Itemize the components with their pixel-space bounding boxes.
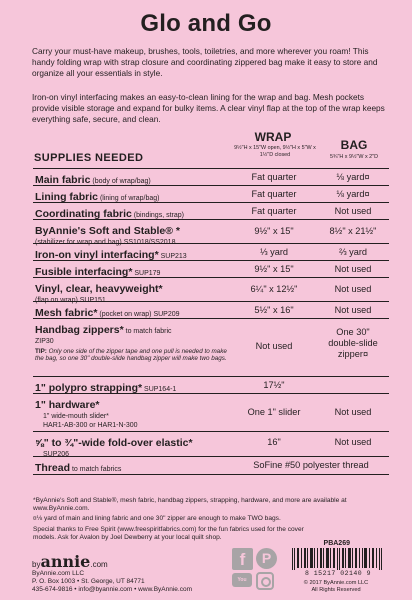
footnote: ¤⅛ yard of main and lining fabric and one 30" zipper are enough to make TWO bags. [33,515,281,523]
supply-name: Fusible interfacing* [35,266,133,278]
supply-detail: to match fabrics [70,466,122,473]
supply-name: Coordinating fabric [35,208,132,220]
wrap-amount: Fat quarter [251,172,297,182]
barcode-number: 8 15217 02140 9 [304,570,371,577]
bag-amount: Not used [334,305,372,315]
table-row [33,319,389,377]
supply-detail: (body of wrap/bag) [90,178,151,185]
supply-name: Thread [35,462,71,474]
supply-name: Lining fabric [35,191,98,203]
byannie-logo[interactable]: byannie.com [32,552,108,571]
footnotes [33,497,389,544]
pinterest-icon[interactable]: P [256,548,277,569]
supply-name: Mesh fabric* [35,307,98,319]
supply-name: 1" polypro strapping* [35,382,143,394]
supply-detail: (stabilizer for wrap and bag) SS1018/SS2018 [35,239,176,246]
wrap-amount: 5½" x 16" [254,305,294,315]
supply-name: Iron-on vinyl interfacing* [35,249,159,261]
supply-code: HAR1-AB-300 or HAR1-N-300 [43,421,138,429]
table-row [33,278,389,302]
table-row [33,220,389,244]
bag-amount: Not used [334,437,372,447]
wrap-amount: 6¼" x 12½" [250,284,298,294]
table-row [33,186,389,203]
wrap-amount: Fat quarter [251,189,297,199]
supply-name: 1" hardware* [35,399,100,411]
pattern-code: PBA269 [323,540,350,547]
bag-amount: ⅛ yard¤ [336,189,370,199]
wrap-amount: 9½" x 15" [254,264,294,274]
supply-detail: (bindings, strap) [131,212,184,219]
bag-amount: ⅔ yard [338,247,368,257]
thread-amount: SoFine #50 polyester thread [253,460,369,470]
supply-detail: (flap on wrap) SUP151 [35,297,106,304]
supply-detail: 1" wide-mouth slider* [43,413,109,420]
table-row [33,432,389,457]
instagram-icon[interactable] [256,572,274,590]
footnote: *ByAnnie's Soft and Stable®, mesh fabric, handbag zippers, strapping, hardware, and more are available at www.ByAnnie.com. [33,497,347,513]
wrap-amount: ⅓ yard [259,247,289,257]
tip-text: TIP: Only one side of the zipper tape and one pull is needed to make the bag, so one 30" double-slide handbag zipper will make two bags. [35,347,227,363]
supply-detail: to match fabric [123,328,172,335]
bag-amount: One 30" double-slide zipper¤ [328,327,378,359]
supply-code: ZIP30 [35,338,54,345]
wrap-amount: Fat quarter [251,206,297,216]
youtube-icon[interactable]: You Tube [232,573,252,587]
company-name: ByAnnie.com LLC [32,570,85,577]
supply-name: ⅝" to ¾"-wide fold-over elastic* [35,437,193,449]
footnote: Special thanks to Free Spirit (www.freespiritfabrics.com) for the fun fabrics used for the cover models. Ask for Avalon by Joel Dewberry at your local quilt shop. [33,525,304,541]
page-title: Glo and Go [140,10,272,37]
table-row [33,244,389,261]
table-row [33,302,389,319]
wrap-amount: 9½" x 15" [254,226,294,236]
wrap-amount: 16" [267,437,281,447]
bag-amount: Not used [334,206,372,216]
supply-name: Handbag zippers* [35,324,124,336]
barcode [292,548,384,570]
table-row [33,203,389,220]
table-row [33,377,389,394]
contact-info: 435-674-9816 • info@byannie.com • www.ByAnnie.com [32,585,193,593]
bag-column-header: BAG [340,138,368,152]
wrap-column-dimensions: 9½"H x 15"W open, 9½"H x 5"W x 1½"D closed [234,145,316,158]
facebook-icon[interactable]: f [232,548,253,570]
wrap-column-header: WRAP [254,130,292,144]
wrap-amount: One 1" slider [247,407,301,417]
intro-paragraph-1: Carry your must-have makeup, brushes, tools, toiletries, and more wherever you roam! This handy folding wrap with strap closure and coordinating zippered bag make it easy to store and organize all your essentials in style. [32,46,378,78]
supplies-heading: SUPPLIES NEEDED [34,152,144,164]
postal-address: P. O. Box 1003 • St. George, UT 84771 [32,577,145,585]
bag-amount: 8½" x 21½" [329,226,377,236]
copyright: © 2017 ByAnnie.com LLC All Rights Reserved [303,580,369,593]
supply-name: Main fabric [35,174,91,186]
supply-detail: (pocket on wrap) SUP209 [97,311,180,318]
bag-amount: ⅛ yard¤ [336,172,370,182]
supply-detail: SUP213 [158,253,187,260]
supply-detail: SUP179 [132,270,161,277]
supplies-table [33,168,389,475]
table-row [33,394,389,432]
table-row [33,261,389,278]
tip-label: TIP: [35,347,47,355]
supply-code: SUP206 [43,451,70,458]
supply-detail: (lining of wrap/bag) [98,195,160,202]
supply-name: Vinyl, clear, heavyweight* [35,283,163,295]
intro-paragraph-2: Iron-on vinyl interfacing makes an easy-to-clean lining for the wrap and bag. Mesh pockets provide visible storage and expand for bulky items. A clear vinyl flap at the top of the wrap keeps everything safe, secure, and clean. [32,92,385,124]
wrap-amount: 17½" [263,380,285,390]
supply-name: ByAnnie's Soft and Stable® * [35,225,181,237]
bag-amount: Not used [334,407,372,417]
table-row [33,169,389,186]
bag-amount: Not used [334,264,372,274]
bag-amount: Not used [334,284,372,294]
address-block [32,570,192,594]
wrap-amount: Not used [255,341,293,351]
bag-column-dimensions: 5¾"H x 9½"W x 2"D [330,154,378,160]
table-row [33,457,389,475]
supply-detail: SUP164-1 [142,386,177,393]
